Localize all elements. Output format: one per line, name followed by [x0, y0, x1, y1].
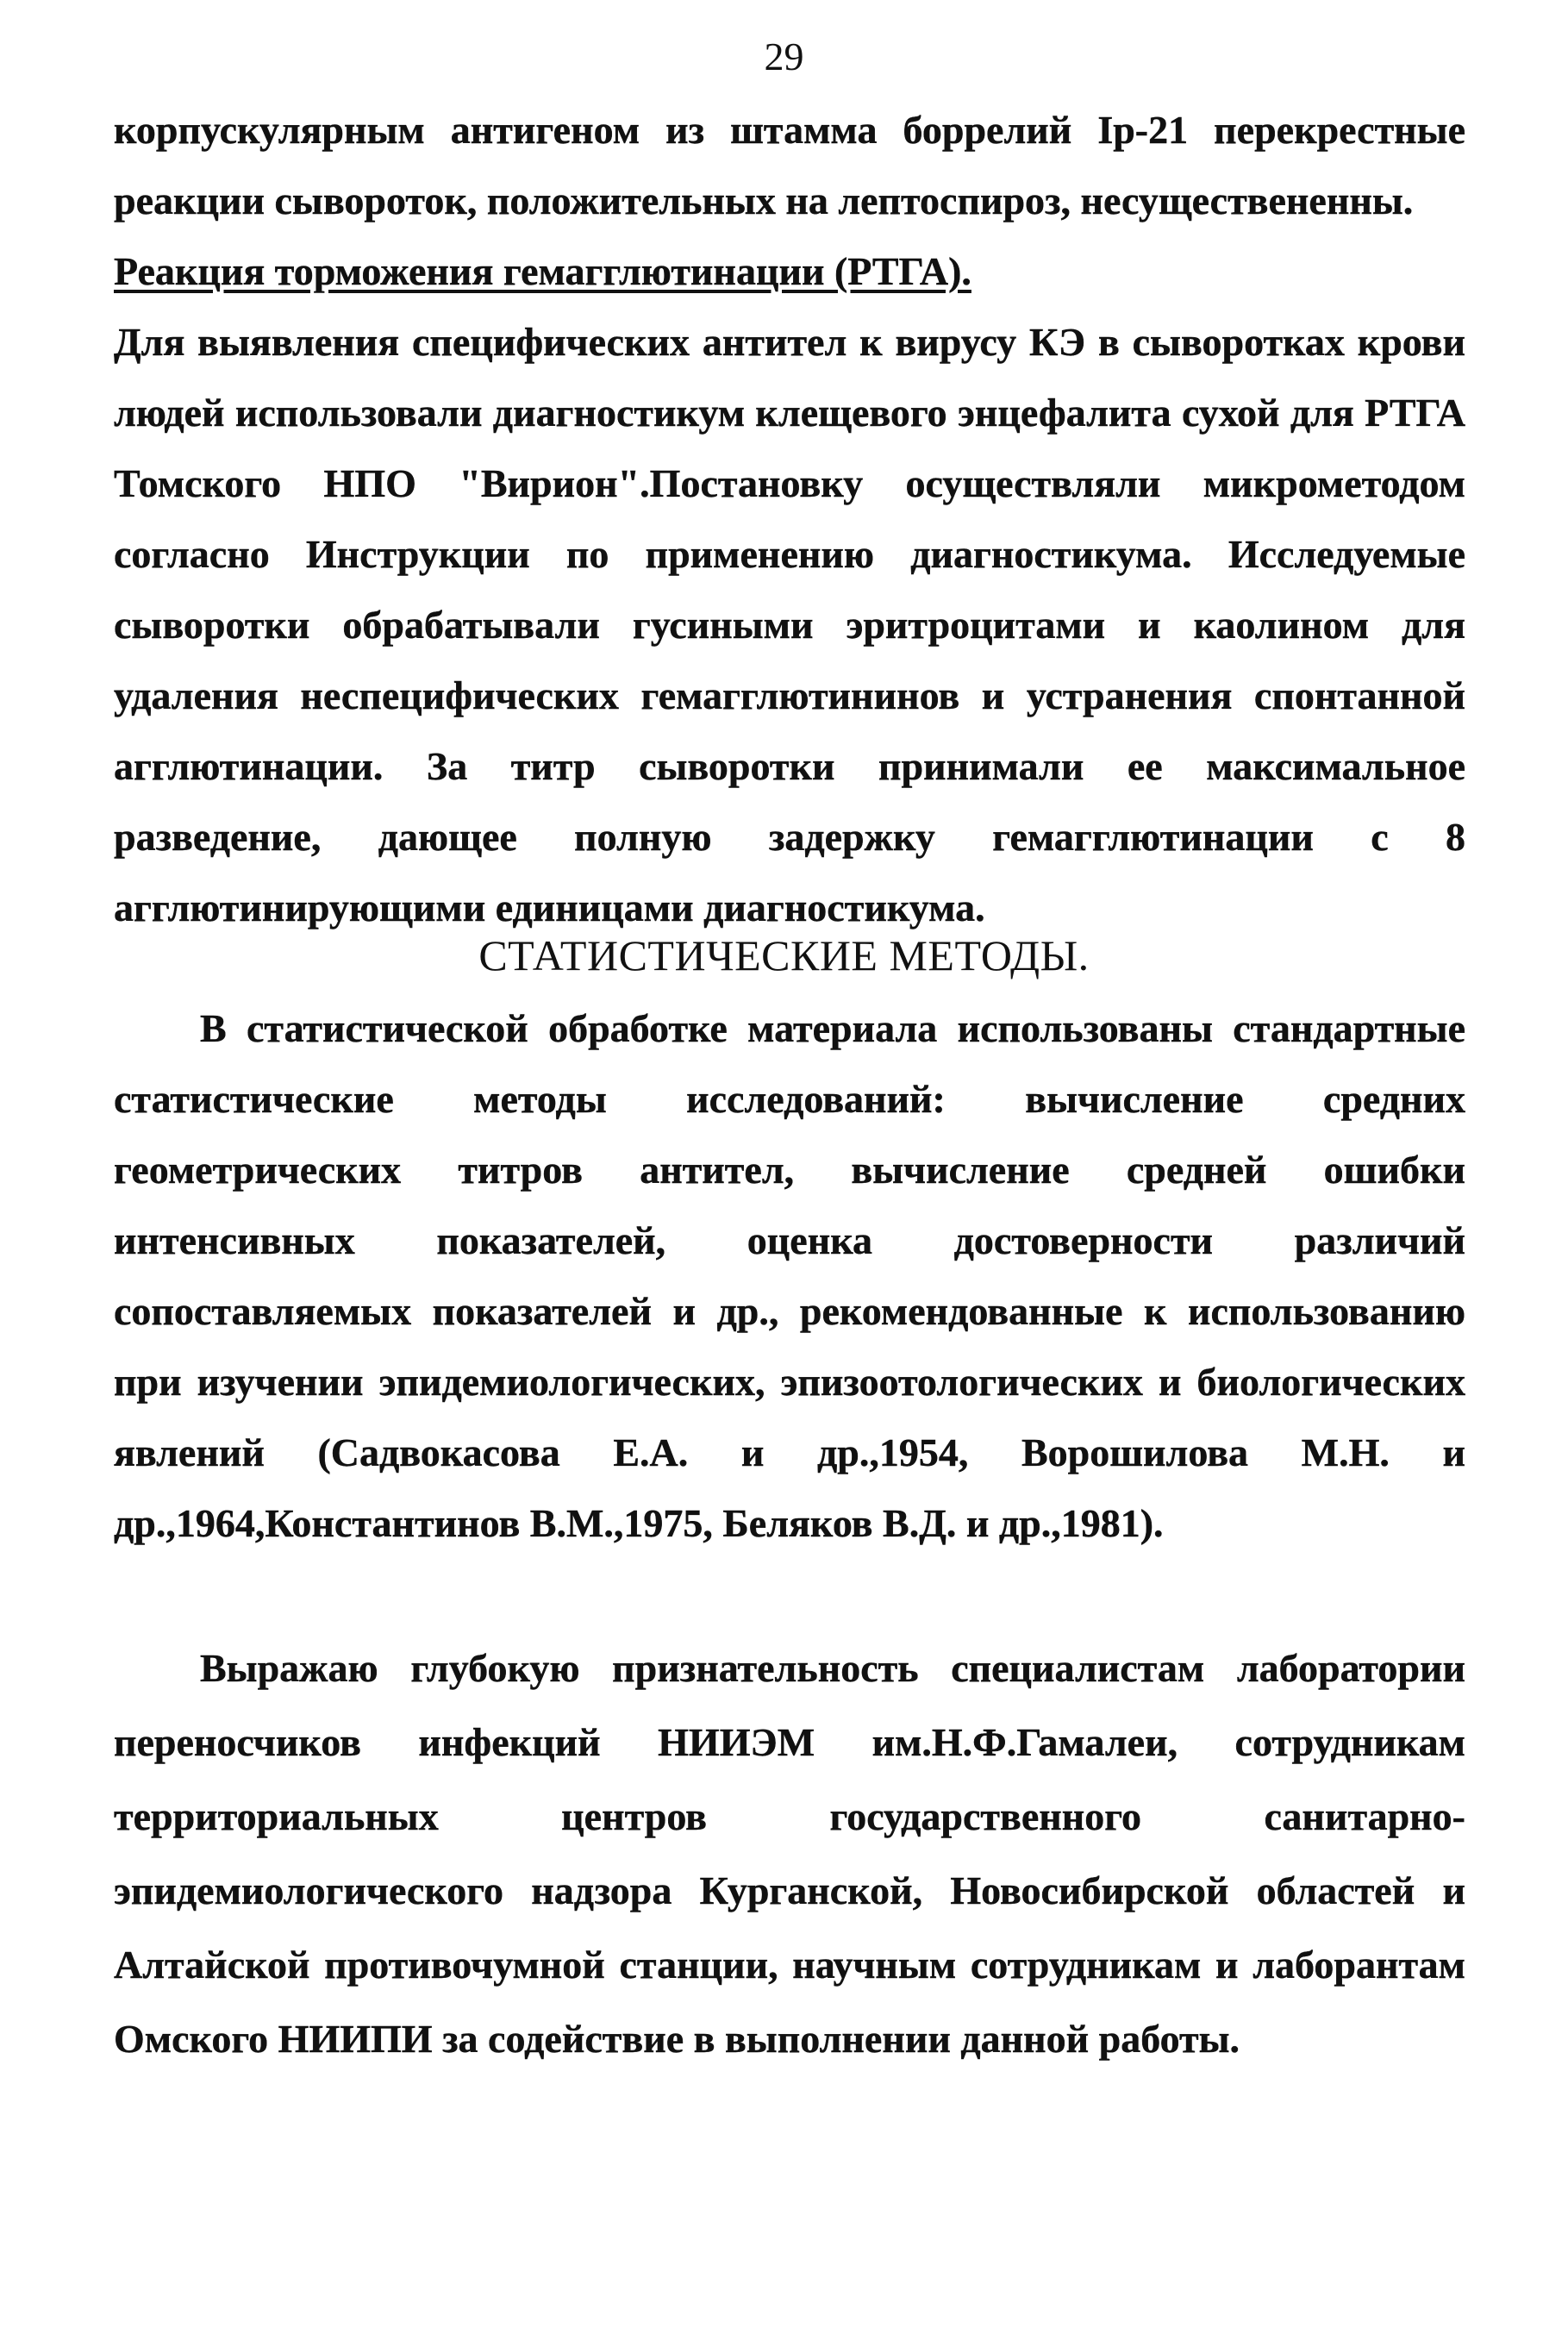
acknowledgements-paragraph: Выражаю глубокую признательность специалистам лаборатории переносчиков инфекций НИИЭМ им.Н.Ф.Гамалеи, сотрудникам территориальных центров государственного санитарно-эпидемиологического надзора Курганской, Новосибирской областей и Алтайской противочумной станции, научным сотрудникам и лаборантам Омского НИИПИ за содействие в выполнении данной работы. — [114, 1646, 1465, 2061]
page-number: 29 — [764, 34, 804, 78]
stats-paragraph: В статистической обработке материала использованы стандартные статистические методы исследований: вычисление средних геометрических титров антител, вычисление средней ошибки интенсивных показателей, оценка достоверности различий сопоставляемых показателей и др., рекомендованные к использованию при изучении эпидемиологических, эпизоотологических и биологических явлений (Садвокасова Е.А. и др.,1954, Ворошилова М.Н. и др.,1964,Константинов В.М.,1975, Беляков В.Д. и др.,1981). — [114, 1006, 1465, 1545]
rtga-subheading-text: Реакция торможения гемагглютинации (РТГА). — [114, 249, 971, 293]
rtga-paragraph: Для выявления специфических антител к вирусу КЭ в сыворотках крови людей использовали диагностикум клещевого энцефалита сухой для РТГА Томского НПО "Вирион".Постановку осуществляли микрометодом согласно Инструкции по применению диагностикума. Исследуемые сыворотки обрабатывали гусиными эритроцитами и каолином для удаления неспецифических гемагглютининов и устранения спонтанной агглютинации. За титр сыворотки принимали ее максимальное разведение, дающее полную задержку гемагглютинации с 8 агглютинирующими единицами диагностикума. — [114, 320, 1465, 929]
section-title: СТАТИСТИЧЕСКИЕ МЕТОДЫ. — [478, 931, 1090, 979]
acknowledgements-block — [114, 1631, 1465, 2076]
rtga-subheading — [114, 236, 1465, 307]
stats-block — [114, 993, 1465, 1559]
intro-paragraph: корпускулярным антигеном из штамма боррелий Ip-21 перекрестные реакции сывороток, положительных на лептоспироз, несуществененны. — [114, 108, 1465, 222]
methods-block — [114, 95, 1465, 943]
